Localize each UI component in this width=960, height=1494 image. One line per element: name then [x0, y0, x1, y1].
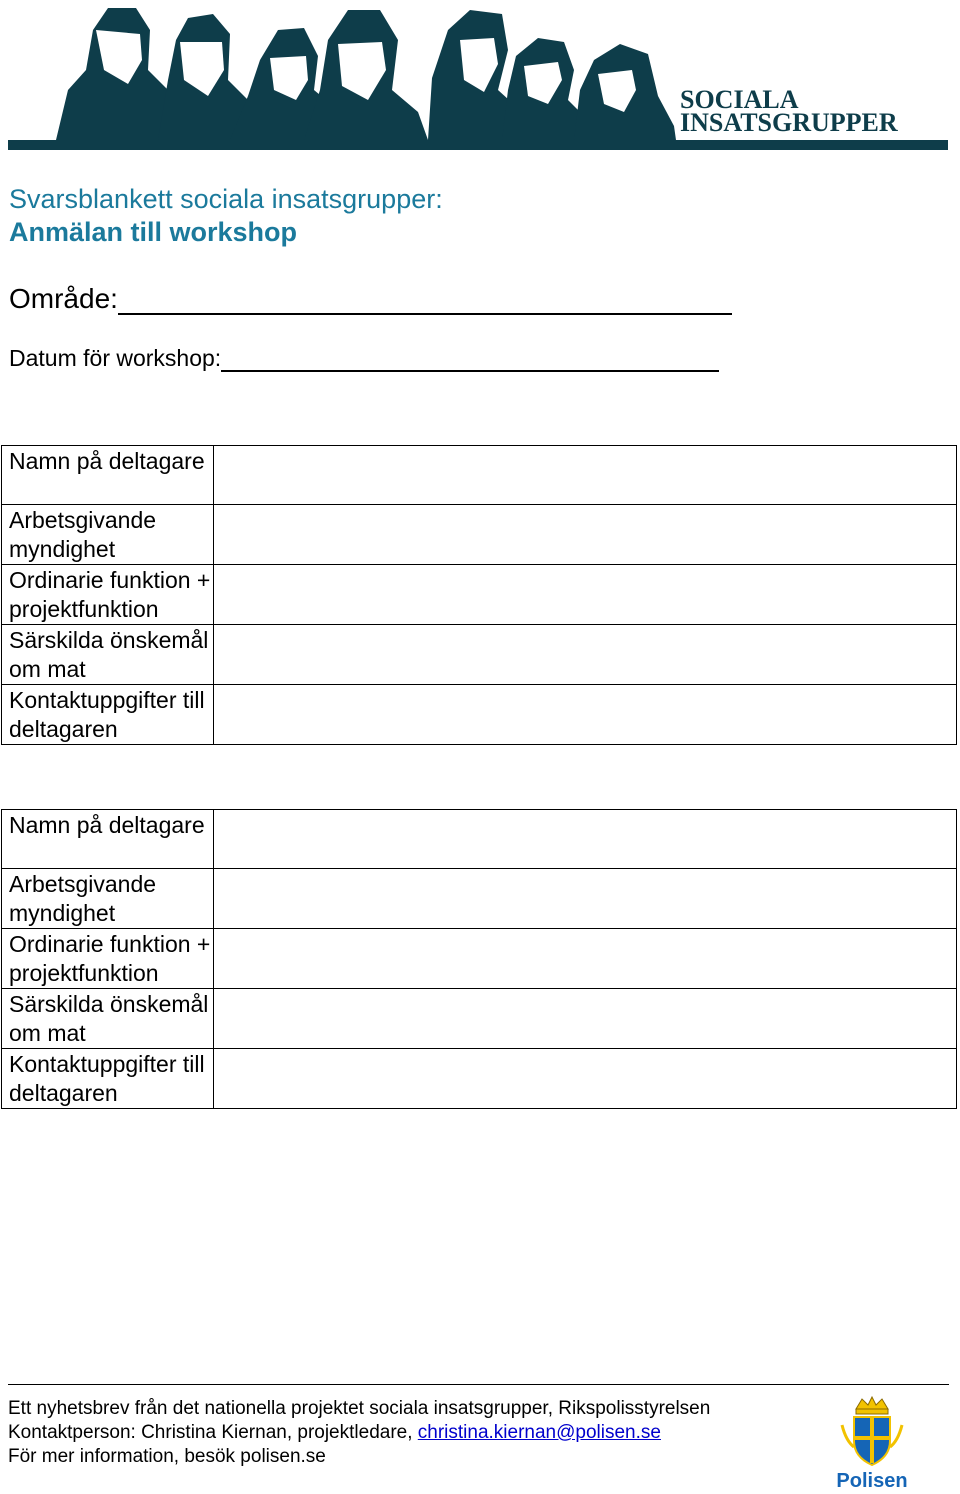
row-input-cell[interactable]: [214, 869, 957, 929]
footer-contact-text: Kontaktperson: Christina Kiernan, projektledare,: [8, 1422, 418, 1443]
form-title: [9, 183, 443, 249]
title-line-1: Svarsblankett sociala insatsgrupper:: [9, 184, 443, 214]
date-label: Datum för workshop:: [9, 345, 222, 371]
table-row: [2, 446, 957, 505]
svg-text:SOCIALA: SOCIALA: [680, 85, 799, 114]
row-input-cell[interactable]: [214, 929, 957, 989]
table-row: [2, 869, 957, 929]
polisen-logo-text: Polisen: [836, 1470, 908, 1492]
people-illustration: [8, 0, 948, 150]
row-label: Särskilda önskemål om mat: [2, 625, 214, 685]
polisen-logo: [832, 1395, 912, 1493]
table-row: [2, 505, 957, 565]
area-field: [9, 283, 732, 315]
table-row: [2, 1049, 957, 1109]
row-label: Namn på deltagare: [2, 810, 214, 869]
table-row: [2, 929, 957, 989]
participant-form-1: [1, 445, 957, 745]
row-label: Arbetsgivande myndighet: [2, 869, 214, 929]
police-crest-icon: [832, 1395, 912, 1471]
row-input-cell[interactable]: [214, 625, 957, 685]
participant-form-2: [1, 809, 957, 1109]
table-row: [2, 989, 957, 1049]
row-label: Arbetsgivande myndighet: [2, 505, 214, 565]
title-line-2: Anmälan till workshop: [9, 217, 298, 247]
contact-email-link[interactable]: christina.kiernan@polisen.se: [417, 1422, 661, 1443]
row-input-cell[interactable]: [214, 446, 957, 505]
footer-newsletter-line: Ett nyhetsbrev från det nationella projektet sociala insatsgrupper, Rikspolisstyrelsen: [8, 1398, 711, 1419]
date-field: [9, 345, 719, 372]
svg-text:INSATSGRUPPER: INSATSGRUPPER: [680, 108, 898, 137]
row-input-cell[interactable]: [214, 989, 957, 1049]
area-input-line[interactable]: [118, 285, 732, 315]
footer-contact-line: [8, 1421, 710, 1445]
row-label: Kontaktuppgifter till deltagaren: [2, 685, 214, 745]
row-input-cell[interactable]: [214, 685, 957, 745]
row-label: Ordinarie funktion + projektfunktion: [2, 565, 214, 625]
table-row: [2, 625, 957, 685]
row-input-cell[interactable]: [214, 565, 957, 625]
date-input-line[interactable]: [221, 346, 719, 372]
row-label: Ordinarie funktion + projektfunktion: [2, 929, 214, 989]
row-input-cell[interactable]: [214, 1049, 957, 1109]
table-row: [2, 565, 957, 625]
row-label: Särskilda önskemål om mat: [2, 989, 214, 1049]
row-label: Kontaktuppgifter till deltagaren: [2, 1049, 214, 1109]
row-input-cell[interactable]: [214, 505, 957, 565]
header-banner: [8, 0, 948, 150]
footer: [8, 1397, 710, 1469]
footer-info-line: För mer information, besök polisen.se: [8, 1446, 326, 1467]
row-label: Namn på deltagare: [2, 446, 214, 505]
area-label: Område:: [9, 283, 118, 314]
table-row: [2, 685, 957, 745]
table-row: [2, 810, 957, 869]
row-input-cell[interactable]: [214, 810, 957, 869]
footer-divider: [8, 1384, 949, 1385]
